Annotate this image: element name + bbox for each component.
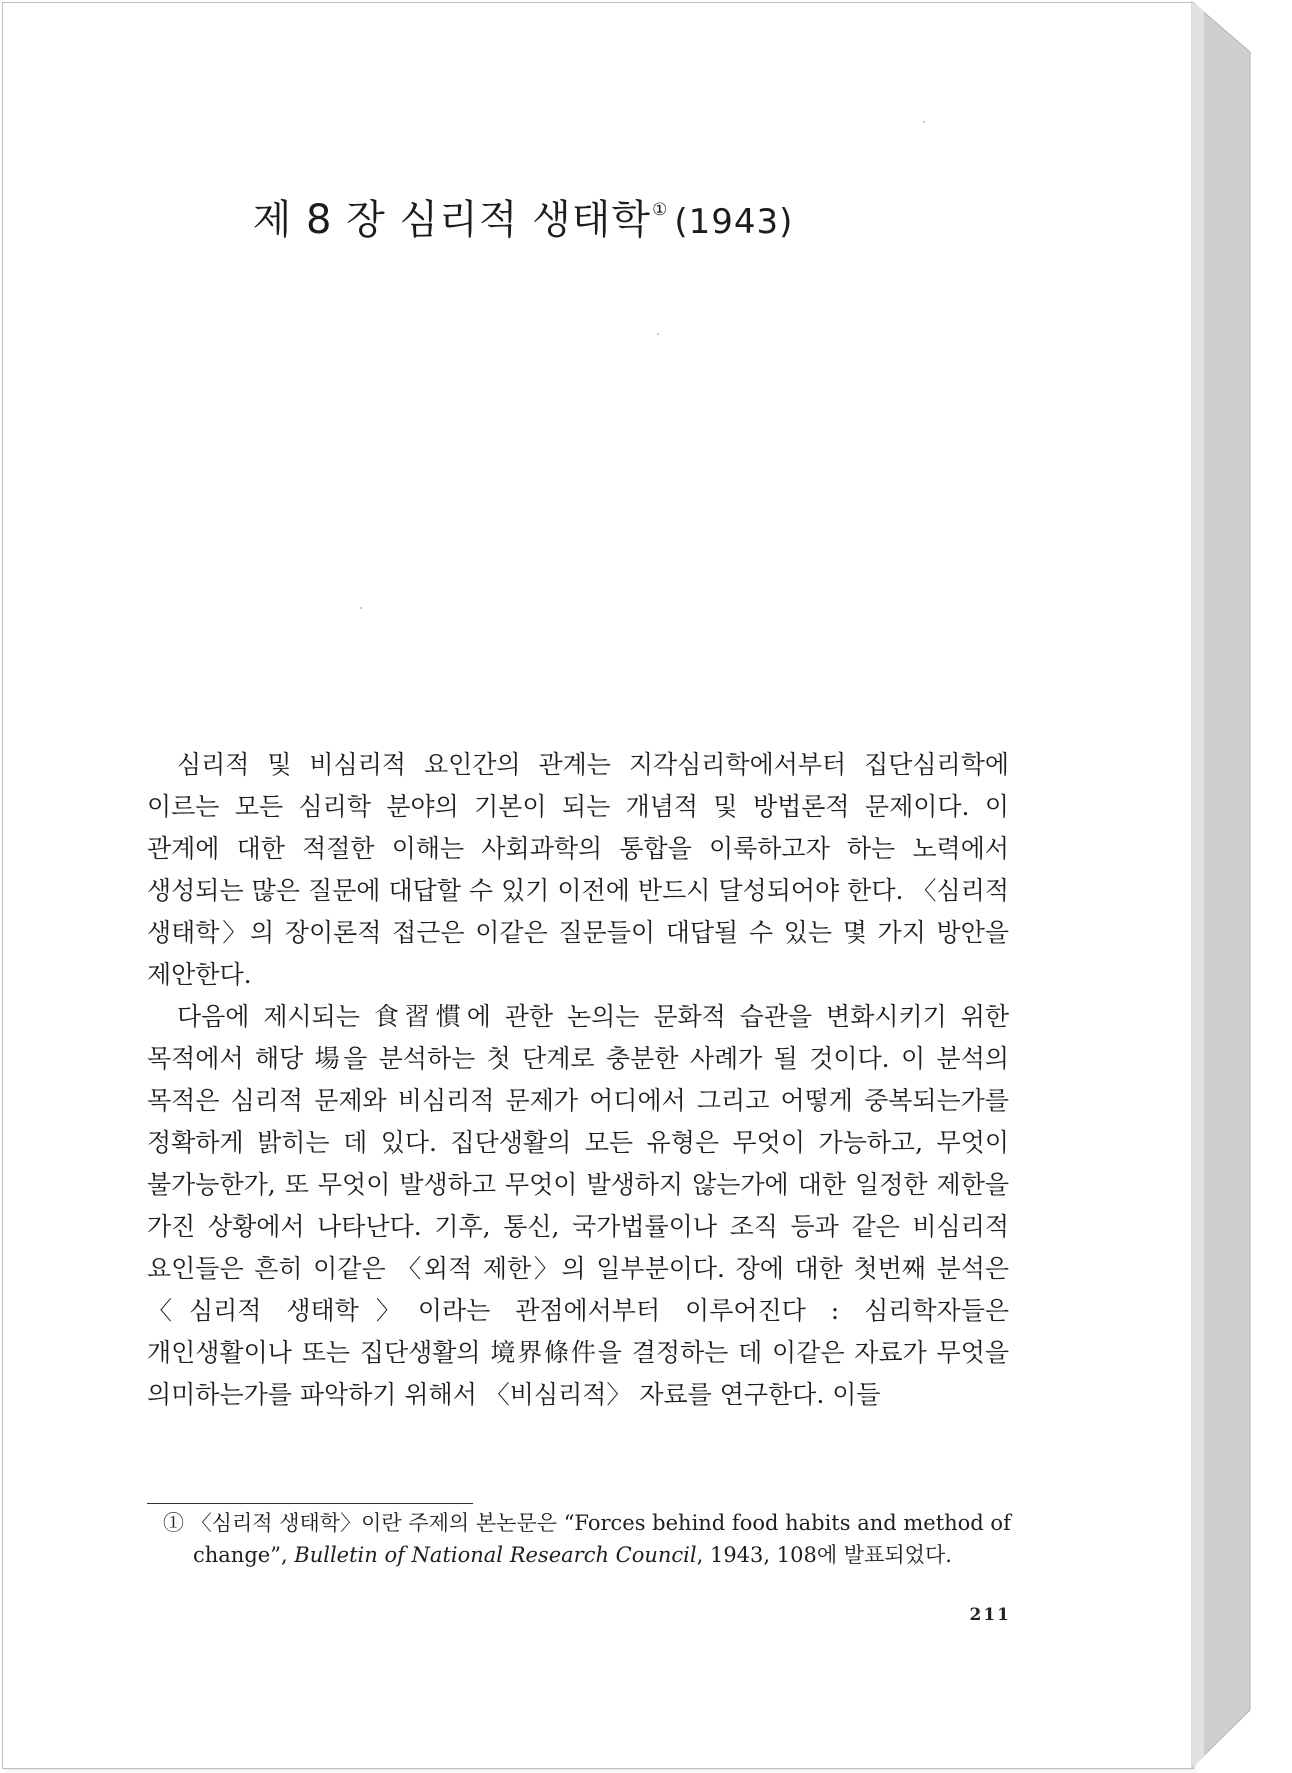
footnote-publication-info: , 1943, 108에 발표되었다. — [696, 1543, 952, 1567]
footnote-korean-text: 〈심리적 생태학〉이란 주제의 본논문은 — [190, 1511, 564, 1535]
paragraph-1: 심리적 및 비심리적 요인간의 관계는 지각심리학에서부터 집단심리학에 이르는 모든 심리학 분야의 기본이 되는 개념적 및 방법론적 문제이다. 이 관계에 대한 적절한 이해는 사회과학의 통합을 이룩하고자 하는 노력에서 생성되는 많은 질문에 대답할 수 있기 이전에 반드시 달성되어야 한다. 〈심리적 생태학〉의 장이론적 접근은 이같은 질문들이 대답될 수 있는 몇 가지 방안을 제안한다. — [147, 750, 1009, 989]
book-edge-highlight — [1192, 2, 1204, 1767]
footnote-title-end: change”, — [193, 1543, 295, 1567]
footnote-journal-name: Bulletin of National Research Council — [294, 1543, 697, 1567]
page-number: 211 — [969, 1605, 1011, 1625]
paragraph-2: 다음에 제시되는 食習慣에 관한 논의는 문화적 습관을 변화시키기 위한 목적에서 해당 場을 분석하는 첫 단계로 충분한 사례가 될 것이다. 이 분석의 목적은 심리적 문제와 비심리적 문제가 어디에서 그리고 어떻게 중복되는가를 정확하게 밝히는 데 있다. 집단생활의 모든 유형은 무엇이 가능하고, 무엇이 불가능한가, 또 무엇이 발생하고 무엇이 발생하지 않는가에 대한 일정한 제한을 가진 상황에서 나타난다. 기후, 통신, 국가법률이나 조직 등과 같은 비심리적 요인들은 흔히 이같은 〈외적 제한〉의 일부분이다. 장에 대한 첫번째 분석은 〈심리적 생태학〉이라는 관점에서부터 이루어진다 : 심리학자들은 개인생활이나 또는 집단생활의 境界條件을 결정하는 데 이같은 자료가 무엇을 의미하는가를 파악하기 위해서 〈비심리적〉 자료를 연구한다. 이들 — [147, 1002, 1009, 1409]
chapter-title-text: 제 8 장 심리적 생태학 — [252, 196, 652, 243]
chapter-footnote-marker: ① — [652, 199, 669, 220]
chapter-year: (1943) — [674, 201, 794, 242]
footnote-marker: ① — [163, 1511, 184, 1535]
footnote-english-title: “Forces behind food habits and method of — [563, 1511, 1011, 1535]
